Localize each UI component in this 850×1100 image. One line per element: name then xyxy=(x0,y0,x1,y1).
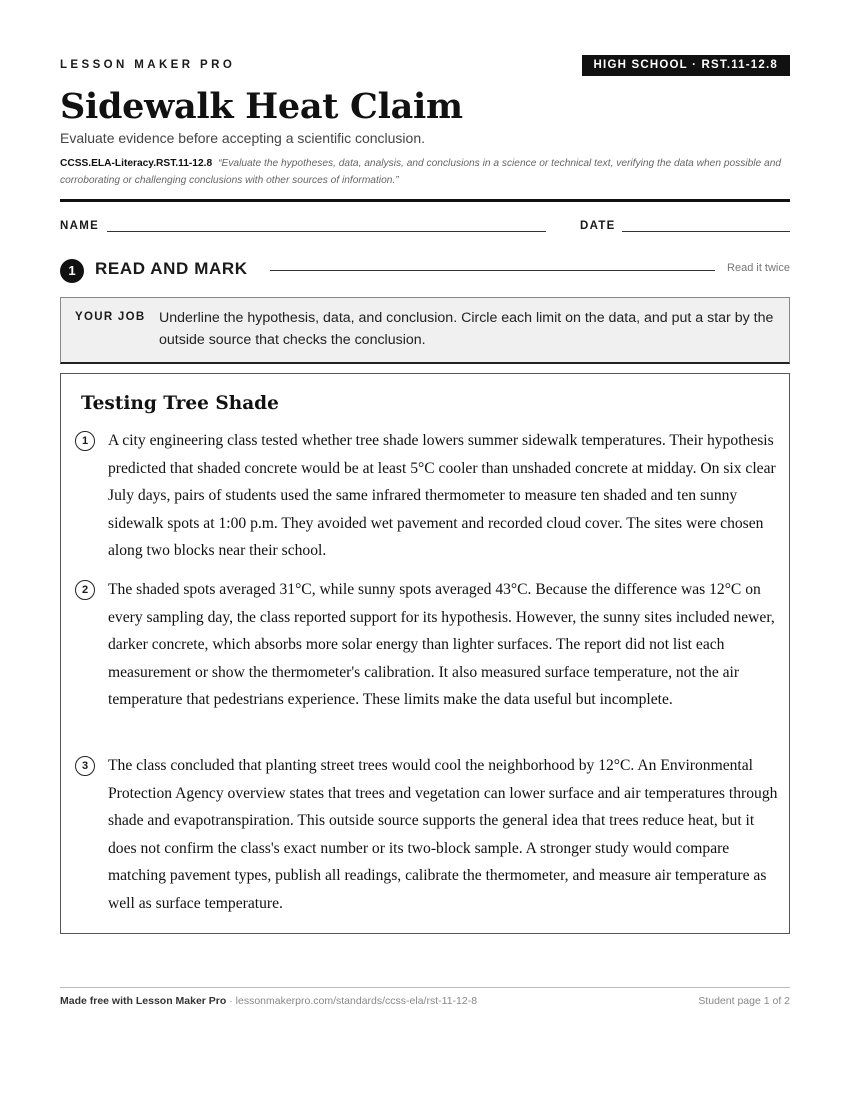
footer-made-with: Made free with Lesson Maker Pro xyxy=(60,995,227,1007)
footer-divider xyxy=(60,987,790,988)
paragraph-text: The class concluded that planting street trees would cool the neighborhood by 12°C. An Environmental Protection Agency overview states that trees and vegetation can lower surface and air temperatures through shade and evapotranspiration. This outside source supports the general idea that trees reduce heat, but it does not confirm the class's exact number or its two-block sample. A stronger study would compare matching pavement types, publish all readings, calibrate the thermometer, and measure air temperature as well as surface temperature. xyxy=(108,757,778,912)
section-rule xyxy=(270,270,715,271)
section-header xyxy=(60,257,790,283)
section-note: Read it twice xyxy=(727,262,790,274)
paragraph-text: The shaded spots averaged 31°C, while sunny spots averaged 43°C. Because the difference was 12°C on every sampling day, the class reported support for its hypothesis. However, the sunny sites included newer, darker concrete, which absorbs more solar energy than lighter surfaces. The report did not list each measurement or show the thermometer's calibration. It also measured surface temperature, not the air temperature that pedestrians experience. These limits make the data useful but incomplete. xyxy=(108,581,775,709)
page-subtitle: Evaluate evidence before accepting a scientific conclusion. xyxy=(60,130,425,146)
footer-url[interactable]: · lessonmakerpro.com/standards/ccss-ela/rst-11-12-8 xyxy=(226,995,478,1007)
instructions-text: Underline the hypothesis, data, and conclusion. Circle each limit on the data, and put a star by the outside source that checks the conclusion. xyxy=(159,310,774,348)
page-title: Sidewalk Heat Claim xyxy=(60,86,463,127)
brand-name: LESSON MAKER PRO xyxy=(60,59,236,71)
passage-title: Testing Tree Shade xyxy=(81,393,279,414)
reading-passage xyxy=(60,373,790,934)
name-date-row xyxy=(60,220,790,236)
instructions-label: YOUR JOB xyxy=(75,311,146,323)
date-write-line[interactable] xyxy=(622,231,790,232)
section-title: READ AND MARK xyxy=(95,259,248,278)
standard-statement xyxy=(60,155,790,189)
paragraph-number: 1 xyxy=(75,431,95,451)
standard-code: CCSS.ELA-Literacy.RST.11-12.8 xyxy=(60,158,213,169)
paragraph-text: A city engineering class tested whether tree shade lowers summer sidewalk temperatures. Their hypothesis predicted that shaded concrete would be at least 5°C cooler than unshaded concrete at midday. On six clear July days, pairs of students used the same infrared thermometer to measure ten shaded and ten sunny sidewalk spots at 1:00 p.m. They avoided wet pavement and recorded cloud cover. The sites were chosen along two blocks near their school. xyxy=(108,432,776,560)
date-label: DATE xyxy=(580,220,616,232)
name-label: NAME xyxy=(60,220,100,232)
page-number: Student page 1 of 2 xyxy=(698,995,790,1007)
level-badge: HIGH SCHOOL · RST.11-12.8 xyxy=(582,55,790,76)
footer-credit xyxy=(60,995,477,1007)
section-number-badge: 1 xyxy=(60,259,84,283)
name-write-line[interactable] xyxy=(107,231,546,232)
paragraph-number: 2 xyxy=(75,580,95,600)
instructions-box xyxy=(60,297,790,364)
header-divider xyxy=(60,199,790,202)
standard-text: “Evaluate the hypotheses, data, analysis, and conclusions in a science or technical text, verifying the data when possible and corroborating or challenging conclusions with other sources of information.” xyxy=(60,158,782,186)
paragraph-number: 3 xyxy=(75,756,95,776)
